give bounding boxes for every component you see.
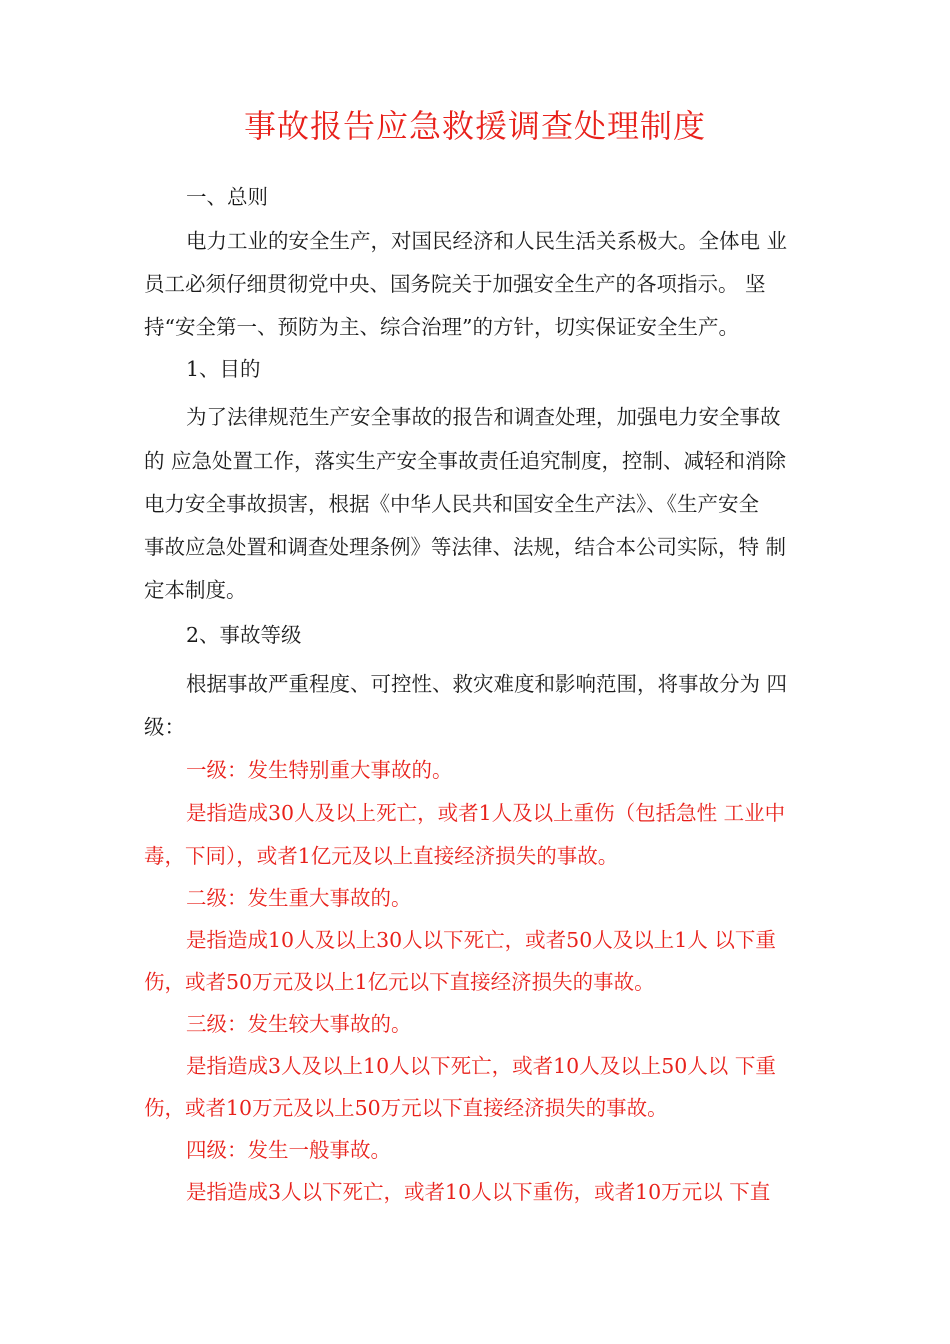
general-para-line-1: 电力工业的安全生产，对国民经济和人民生活关系极大。全体电 业: [186, 229, 788, 253]
section-heading-general: 一、总则: [186, 185, 268, 209]
level-4-title: 四级：发生一般事故。: [186, 1138, 391, 1162]
level-1-desc-line-1: 是指造成30人及以上死亡，或者1人及以上重伤（包括急性 工业中: [186, 801, 786, 825]
purpose-para-line-4: 事故应急处置和调查处理条例》等法律、法规，结合本公司实际，特 制: [144, 535, 787, 559]
level-1-desc-line-2: 毒，下同），或者1亿元及以上直接经济损失的事故。: [144, 844, 619, 868]
general-para-line-2: 员工必须仔细贯彻党中央、国务院关于加强安全生产的各项指示。 坚: [144, 272, 766, 296]
general-para-line-3: 持“安全第一、预防为主、综合治理”的方针，切实保证安全生产。: [144, 315, 739, 339]
section-heading-levels: 2、事故等级: [186, 623, 302, 647]
level-4-desc-line-1: 是指造成3人以下死亡，或者10人以下重伤，或者10万元以 下直: [186, 1180, 771, 1204]
purpose-para-line-3: 电力安全事故损害，根据《中华人民共和国安全生产法》、《生产安全: [144, 492, 759, 516]
level-3-desc-line-1: 是指造成3人及以上10人以下死亡，或者10人及以上50人以 下重: [186, 1054, 776, 1078]
level-3-desc-line-2: 伤，或者10万元及以上50万元以下直接经济损失的事故。: [144, 1096, 668, 1120]
levels-intro-line-1: 根据事故严重程度、可控性、救灾难度和影响范围，将事故分为 四: [186, 672, 788, 696]
level-2-title: 二级：发生重大事故的。: [186, 886, 412, 910]
purpose-para-line-1: 为了法律规范生产安全事故的报告和调查处理，加强电力安全事故: [186, 405, 781, 429]
document-title: 事故报告应急救援调查处理制度: [243, 107, 706, 145]
level-2-desc-line-2: 伤，或者50万元及以上1亿元以下直接经济损失的事故。: [144, 970, 655, 994]
level-1-title: 一级：发生特别重大事故的。: [186, 758, 453, 782]
purpose-para-line-2: 的 应急处置工作，落实生产安全事故责任追究制度，控制、减轻和消除: [144, 449, 787, 473]
level-3-title: 三级：发生较大事故的。: [186, 1012, 412, 1036]
section-heading-purpose: 1、目的: [186, 357, 261, 381]
levels-intro-line-2: 级：: [144, 715, 185, 739]
level-2-desc-line-1: 是指造成10人及以上30人以下死亡，或者50人及以上1人 以下重: [186, 928, 776, 952]
purpose-para-line-5: 定本制度。: [144, 578, 247, 602]
